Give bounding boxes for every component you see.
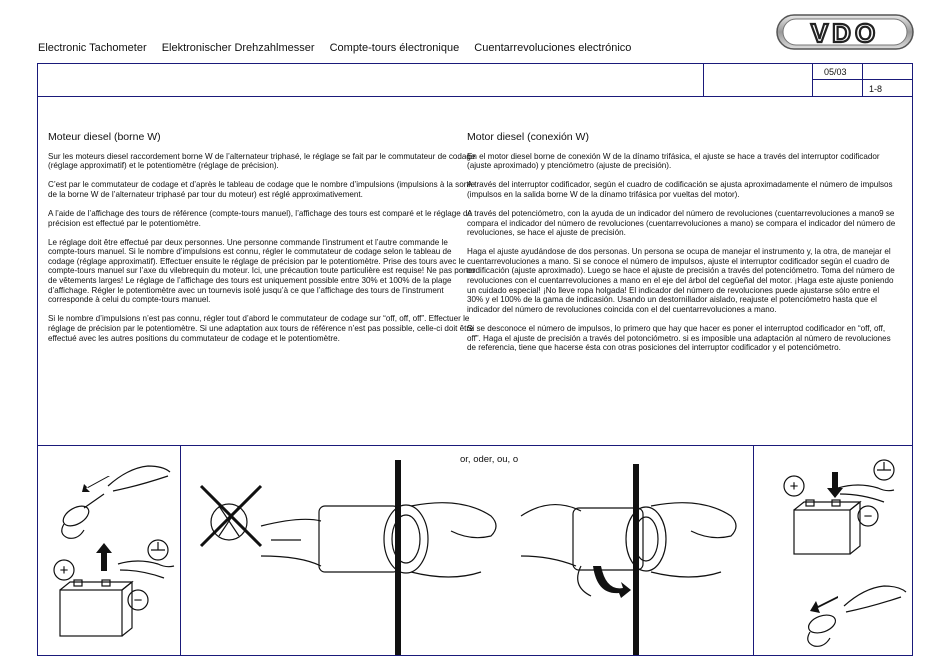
minus-icon: − — [133, 592, 143, 609]
fr-paragraph: A l’aide de l’affichage des tours de référence (compte-tours manuel), l’affichage des tours est comparé et le réglage de précision est effectué par le potentiomètre. — [48, 208, 472, 228]
fr-paragraph: Si le nombre d’impulsions n’est pas connu, régler tout d’abord le commutateur de codage sur “off, off, off”. Effectuer le réglage de précision par le potentiomètre. Si une adaptation aux tours de référence n’est pas possible, celle-ci doit être effectué avec les autres positions du commutateur de codage et le potentiomètre. — [48, 314, 474, 343]
title-fr: Compte-tours électronique — [329, 42, 460, 54]
battery-reconnect-illustration — [754, 446, 912, 655]
title-es: Cuentarrevoluciones electrónico — [474, 42, 632, 54]
spanish-heading: Motor diesel (conexión W) — [467, 131, 589, 143]
french-heading: Moteur diesel (borne W) — [48, 131, 161, 143]
fr-paragraph: Le réglage doit être effectué par deux personnes. Une personne commande l’instrument et l’autre commande le compte-tours manuel. Si le nombre d’impulsions est connu, régler le commutateur de codage selon le tableau de codage (réglage approximatif). Effectuer ensuite le réglage de précision par le potentiomètre. Prise des tours avec le compte-tours manuel sur l’axe du vilebrequin du moteur. Ici, une précaution toute particulière est requise! Ne pas porter de vêtements larges! Le réglage de l’affichage des tours est uniquement possible entre 30% et 100% de la plage d’affichage. Régler le potentiomètre avec un tournevis isolé jusqu’à ce que l’affichage des tours de l’instrument corresponde à celui du compte-tours manuel. — [48, 237, 476, 305]
vdo-logo — [776, 14, 914, 50]
es-paragraph: A través del potenciómetro, con la ayuda de un indicador del número de revoluciones (cuentarrevoluciones a mano9 se compara el indicador del número de revoluciones (cuentarrevoluciones a mano) se compara el indicador del número de revoluciones, se hace el ajuste de precisión. — [467, 208, 896, 238]
plus-icon: + — [789, 478, 799, 495]
date-cell: 05/03 — [824, 67, 847, 77]
panel-edge — [633, 464, 639, 655]
tachometer-adjustment-illustration — [181, 446, 752, 655]
or-label: or, oder, ou, o — [460, 454, 519, 465]
document-titles — [38, 42, 643, 54]
logo-text: VDO — [810, 18, 880, 48]
rotation-arrow-icon — [593, 566, 631, 598]
arrow-icon — [810, 596, 838, 613]
plus-icon: + — [59, 562, 69, 579]
es-paragraph: Haga el ajuste ayudándose de dos personas. Un persona se ocupa de manejar el instrumento y, la otra, de manejar el cuentarrevoluciones a mano. Si se conoce el número de impulsos, ajuste el interruptor codificador según el cuadro de codificación (ajuste aproximado). Luego se hace el ajuste de precisión a través del potenciómetro. Toma del número de revoluciones con el cuentarrevoluciones a mano en el eje del árbol del cegüeñal del motor. ¡Haga este ajuste poniendo un cuidado especial! ¡No lleve ropa holgada! El indicador del número de revoluciones puede ajustarse sólo entre el 30% y el 100% de la gama de indicasión. Usando un destornillador aislado, reajuste el potenciómetro hasta que el indicador del número de revoluciones coincida con el del cuentarrevoluciones a mano. — [467, 247, 895, 314]
title-en: Electronic Tachometer — [38, 42, 147, 54]
title-de: Elektronischer Drehzahlmesser — [161, 42, 315, 54]
battery-disconnect-illustration — [38, 446, 179, 655]
es-paragraph: A través del interruptor codificador, según el cuadro de codificación se ajusta aproximadamente el número de impulsos (impulsos en la salida borne W de la dínamo trifásica por vueltas del motor). — [467, 180, 893, 199]
panel-edge — [395, 460, 401, 655]
minus-icon: − — [863, 508, 873, 525]
header-divider — [37, 96, 913, 97]
fr-paragraph: Sur les moteurs diesel raccordement borne W de l’alternateur triphasé, le réglage se fait par le commutateur de codage (réglage approximatif) et le potentiomètre (réglage de précision). — [48, 151, 476, 171]
page-number: 1-8 — [869, 84, 883, 94]
arrow-icon — [82, 476, 110, 492]
french-section — [48, 133, 478, 353]
arrow-up-icon — [96, 543, 112, 571]
es-paragraph: En el motor diesel borne de conexión W de la dínamo trifásica, el ajuste se hace a través del interruptor codificador (ajuste aproximado) y ptenciómetro (ajuste de precisión). — [467, 151, 880, 171]
spanish-section — [467, 133, 897, 362]
es-paragraph: Si se desconoce el número de impulsos, lo primero que hay que hacer es poner el interruptod codificador en “off, off, off”. Haga el ajuste de precisión a través del potonciómetro. si es imposible una adaptación al número de revoluciones de referencia, tiene que hacerse ésta con otras posiciones del interruptor codificador y el potenciómetro. — [467, 323, 891, 353]
fr-paragraph: C’est par le commutateur de codage et d’après le tableau de codage que le nombre d’impulsions (impulsions à la sortie de la borne W de l’alternateur triphasé par tour du moteur) est réglé approximativement. — [48, 180, 475, 199]
